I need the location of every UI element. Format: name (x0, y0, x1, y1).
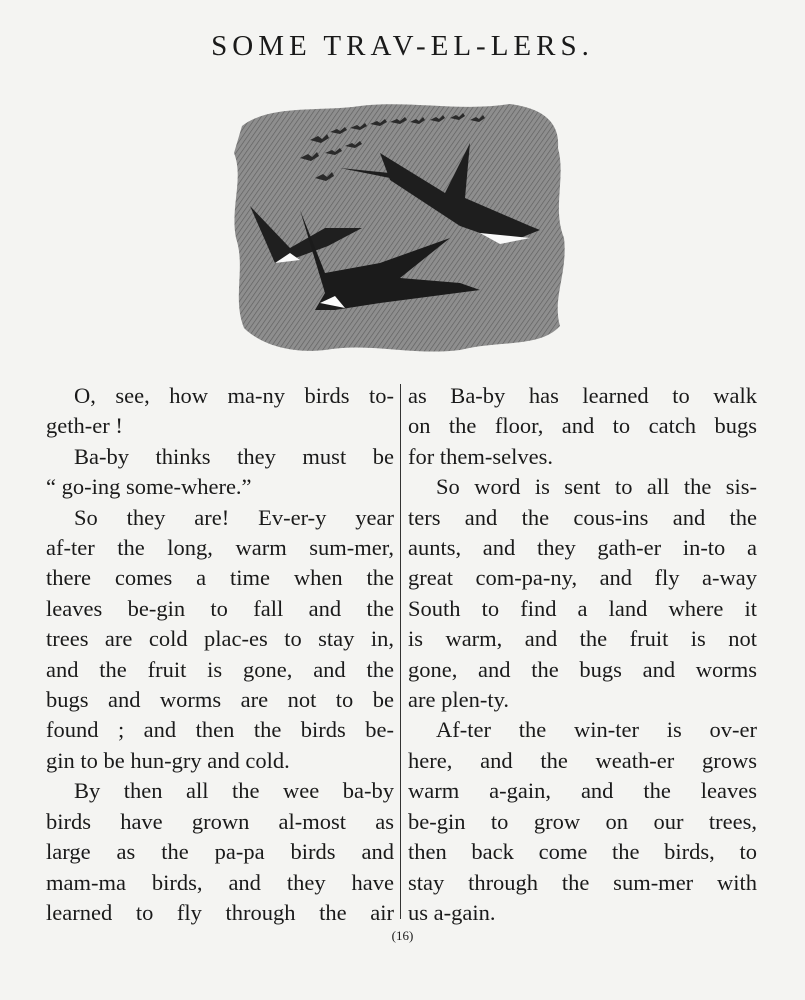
text-line: aunts, and they gath-er in-to a (408, 535, 757, 561)
paragraph (46, 442, 394, 503)
text-line: geth-er ! (46, 413, 123, 439)
text-line: learned to fly through the air (46, 899, 394, 925)
text-line: there comes a time when the (46, 565, 394, 591)
text-line: Af-ter the win-ter is ov-er (436, 717, 757, 743)
text-line: on the floor, and to catch bugs (408, 413, 757, 439)
text-line: great com-pa-ny, and fly a-way (408, 565, 757, 591)
text-line: Ba-by thinks they must be (74, 443, 394, 469)
paragraph (408, 715, 757, 928)
text-line: So word is sent to all the sis- (436, 474, 757, 500)
column-divider (400, 384, 401, 919)
text-line: us a-gain. (408, 899, 496, 925)
text-line: are plen-ty. (408, 687, 509, 713)
text-line: By then all the wee ba-by (74, 778, 394, 804)
paragraph (46, 776, 394, 928)
text-line: is warm, and the fruit is not (408, 626, 757, 652)
text-line: South to find a land where it (408, 595, 757, 621)
text-line: gone, and the bugs and worms (408, 656, 757, 682)
text-line: be-gin to grow on our trees, (408, 808, 757, 834)
page-number: (16) (391, 928, 414, 943)
text-line: then back come the birds, to (408, 839, 757, 865)
text-line: birds have grown al-most as (46, 808, 394, 834)
text-line: trees are cold plac-es to stay in, (46, 626, 394, 652)
text-line: for them-selves. (408, 443, 553, 469)
text-line: large as the pa-pa birds and (46, 839, 394, 865)
text-line: warm a-gain, and the leaves (408, 778, 757, 804)
page-title: SOME TRAV-EL-LERS. (211, 30, 594, 62)
text-line: bugs and worms are not to be (46, 687, 394, 713)
paragraph (408, 381, 757, 472)
paragraph (46, 381, 394, 442)
text-column-right (408, 381, 757, 928)
text-line: mam-ma birds, and they have (46, 869, 394, 895)
text-line: leaves be-gin to fall and the (46, 595, 394, 621)
swallows-illustration (230, 98, 570, 356)
text-line: ters and the cous-ins and the (408, 504, 757, 530)
text-line: as Ba-by has learned to walk (408, 383, 757, 408)
text-column-left (46, 381, 394, 928)
text-line: “ go-ing some-where.” (46, 474, 252, 500)
text-line: and the fruit is gone, and the (46, 656, 394, 682)
text-line: gin to be hun-gry and cold. (46, 747, 290, 773)
paragraph (46, 503, 394, 777)
paragraph (408, 472, 757, 715)
text-line: found ; and then the birds be- (46, 717, 394, 743)
text-line: So they are! Ev-er-y year (74, 504, 394, 530)
text-line: af-ter the long, warm sum-mer, (46, 535, 394, 561)
text-line: stay through the sum-mer with (408, 869, 757, 895)
text-line: O, see, how ma-ny birds to- (74, 383, 394, 408)
text-line: here, and the weath-er grows (408, 747, 757, 773)
